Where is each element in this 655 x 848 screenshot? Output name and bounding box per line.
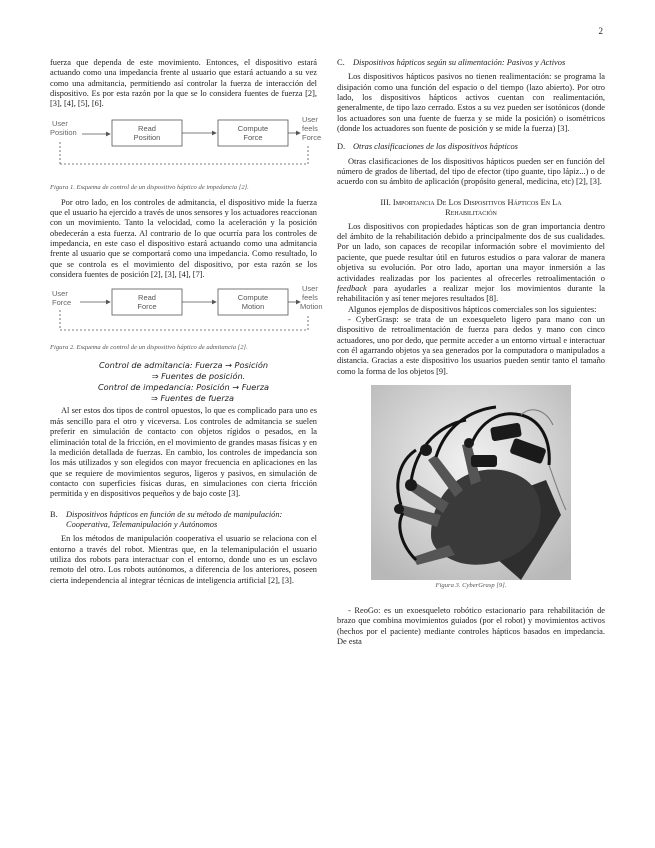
figure-1-caption: Figura 1. Esquema de control de un dispositivo háptico de impedancia [2]. [50, 183, 249, 191]
svg-text:feels: feels [302, 123, 318, 133]
section-b-heading [50, 510, 317, 531]
admittance-control-diagram [50, 284, 323, 344]
impedance-control-diagram [50, 114, 322, 182]
svg-text:Compute: Compute [237, 293, 269, 303]
right-column [337, 58, 605, 647]
svg-text:Read: Read [138, 293, 156, 303]
svg-text:User: User [52, 289, 68, 299]
section-d-label: D. [337, 142, 346, 152]
paragraph: - ReoGo: es un exoesqueleto robótico estacionario para rehabilitación de brazo que combina movimientos guiados (por el robot) y movimientos activos (hechos por el paciente) mediante controles hápticos basados en impedancia. De esta [337, 605, 605, 646]
section-d-title: Otras clasificaciones de los dispositivos hápticos [353, 142, 518, 152]
svg-text:User: User [302, 284, 318, 294]
paragraph-text: para ayudarles a realizar mejor los movimientos durante la rehabilitación y así tener mejores resultados [8]. [337, 283, 605, 304]
figure-2-caption: Figura 2. Esquema de control de un dispositivo háptico de admitancia [2]. [50, 344, 248, 352]
user-position-label: User [52, 118, 68, 128]
svg-text:Read: Read [138, 123, 156, 133]
section-iii-title-line2: Rehabilitación [445, 207, 497, 217]
page-number: 2 [598, 26, 603, 36]
user-position-label-2: Position [50, 127, 77, 137]
svg-text:feels: feels [302, 293, 318, 303]
paragraph-emphasis: feedback [337, 283, 367, 293]
equation-admittance: Control de admitancia: Fuerza → Posición [98, 360, 269, 371]
section-b-title: Dispositivos hápticos en función de su método de manipulación: Cooperativa, Telemanipulación y Autónomos [66, 509, 283, 529]
paragraph-text: Los dispositivos con propiedades hápticas son de gran importancia dentro del ámbito de la rehabilitación debido a principalmente dos de sus cualidades. Por un lado, son capaces de recopilar información sobre el movimiento del paciente, que puede resultar útil en futuros estudios o para valorar de manera objetiva su evolución. Por otro lado, aportan una mayor inmersión a las actividades realizadas por los pacientes al ofrecerles retroalimentación o [337, 221, 605, 283]
svg-text:Motion: Motion [300, 302, 323, 312]
equation-impedance-result: ⇒ Fuentes de fuerza [151, 393, 234, 404]
paragraph: Algunos ejemplos de dispositivos hápticos comerciales son los siguientes: [348, 304, 597, 314]
left-column [50, 58, 323, 586]
equation-admittance-result: ⇒ Fuentes de posición. [151, 371, 246, 382]
section-c-title: Dispositivos hápticos según su alimentación: Pasivos y Activos [353, 58, 566, 67]
section-c-label: C. [337, 58, 345, 67]
figure-3-caption: Figura 3. CyberGrasp [9]. [435, 581, 507, 589]
section-b-label: B. [50, 509, 58, 519]
svg-text:Motion: Motion [241, 302, 265, 312]
paragraph: - CyberGrasp: se trata de un exoesqueleto ligero para mano con un dispositivo de retroalimentación de fuerza para dedos y mano con cinco actuadores, uno por dedo, que permite acceder a un entorno virtual e interactuar con él agarrando objetos ya sea generados por la computadora o manipulados a distancia. Gracias a este dispositivo los usuarios pueden sentir tanto el tamaño como la forma de los objetos [9]. [337, 314, 605, 376]
svg-text:Force: Force [52, 298, 72, 308]
section-iii-heading [337, 198, 605, 218]
svg-text:Force: Force [137, 302, 157, 312]
section-c-heading [337, 58, 605, 68]
paragraph: fuerza que dependa de este movimiento. Entonces, el dispositivo estará actuando como una impedancia frente al usuario que estará actuando a su vez como una admitancia, permitiendo así controlar la fuerza de interacción del dispositivo. Es por esta razón por la que se lo considera fuentes de fuerza [2], [3], [4], [5], [6]. [50, 58, 317, 109]
svg-text:User: User [302, 114, 318, 124]
equation-impedance: Control de impedancia: Posición → Fuerza [97, 382, 270, 393]
paragraph: Al ser estos dos tipos de control opuestos, lo que es complicado para uno es más sencillo para el otro y viceversa. Los controles de admitancia se suelen preferir en simulación de contacto con objetos rígidos o pesados, en la eliminación total de la fricción, en el movimiento de grandes masas físicas y en la medición detallada de fuerzas. En cambio, los controles de impedancia son los más utilizados y son elegidos con mayor frecuencia en aplicaciones en las que se requiere de movimientos seguros, ligeros y pasivos, en simulación de contacto con superficies físicas duras, en simulaciones con cierta fricción permitida y en dispositivos pequeños y de bajo coste [3]. [50, 406, 317, 499]
svg-text:Position: Position [133, 132, 161, 142]
svg-text:Force: Force [243, 132, 263, 142]
svg-text:Force: Force [302, 132, 322, 142]
paragraph [337, 222, 605, 305]
cybergrasp-photo [371, 385, 571, 580]
paragraph: En los métodos de manipulación cooperativa el usuario se relaciona con el entorno a través del robot. Mientras que, en la telemanipulación el usuario utiliza dos robots para interactuar con el entorno, donde uno es un esclavo remoto del otro. Los robots autónomos, a diferencia de los anteriores, poseen cierta independencia al integrar técnicas de inteligencia artificial [2], [3]. [50, 534, 317, 585]
svg-text:Compute: Compute [237, 123, 269, 133]
paragraph: Los dispositivos hápticos pasivos no tienen realimentación: se programa la disipación como una función del espacio o del tiempo (lazo abierto). Por otro lado, los dispositivos hápticos activos cuentan con realimentación, generalmente, de tipo lazo cerrado. Estos a su vez pueden ser isotónicos (donde los actuadores son una fuente de fuerza y se mide la posición) o isométricos (donde los actuadores son fuente de posición y se mide la fuerza) [3]. [337, 72, 605, 134]
section-iii-title-line1: III. Importancia De Los Dispositivos Hápticos En La [380, 197, 562, 207]
section-d-heading [337, 142, 605, 152]
paragraph: Otras clasificaciones de los dispositivos hápticos pueden ser en función del número de grados de libertad, del tipo de efector (tipo guante, tipo lápiz...) o de acuerdo con su ámbito de aplicación (propósito general, medicina, etc) [2], [3]. [337, 156, 605, 187]
paragraph: Por otro lado, en los controles de admitancia, el dispositivo mide la fuerza que el usuario ha ejercido a través de unos sensores y los actuadores reaccionan con un movimiento. Tanto la velocidad, como la aceleración y la posición obedecerán a esta fuerza. Al contrario de lo que ocurría para los controles de impedancia, en este caso el dispositivo estará actuando como una admitancia frente al usuario que se comportará como una impedancia. Como resultado, lo que se controla es el movimiento del dispositivo, por esta razón se los considera fuentes de posición [2], [3], [4], [7]. [50, 197, 317, 280]
